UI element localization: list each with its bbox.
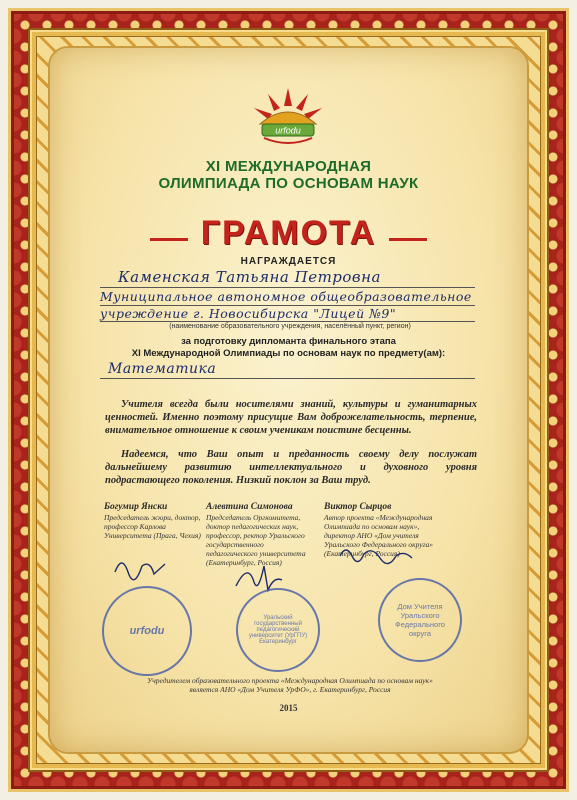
signatory-2-name: Алевтина Симонова (206, 502, 293, 512)
name-underline (100, 287, 475, 288)
institution-caption: (наименование образовательного учреждения, населённый пункт, регион) (169, 323, 411, 330)
subject-value: Математика (108, 361, 217, 377)
recipient-name: Каменская Татьяна Петровна (118, 268, 381, 286)
institution-line2: учреждение г. Новосибирска "Лицей №9" (100, 306, 397, 321)
signature-3-icon (336, 542, 416, 572)
signatory-3-name: Виктор Сырцов (324, 502, 392, 512)
institution-line1: Муниципальное автономное общеобразовательное (100, 289, 472, 304)
signatory-1-name: Богумир Янски (104, 502, 168, 512)
olympiad-title (50, 158, 527, 192)
subject-underline (100, 378, 475, 379)
signatory-1-role: Председатель жюри, доктор, профессор Карлова Университета (Прага, Чехия) (104, 513, 201, 540)
reason-line1: за подготовку дипломанта финального этапа (181, 336, 396, 347)
awarded-label: НАГРАЖДАЕТСЯ (240, 256, 337, 267)
body-paragraph-2: Надеемся, что Ваш опыт и преданность своему делу послужат дальнейшему развитию интеллектуального и духовного уровня подрастающего поколения. Низкий поклон за Ваш труд. (105, 449, 477, 486)
document-title: ГРАМОТА (200, 214, 377, 252)
stamp-teachers-house-text: Дом Учителя Уральского Федерального округа (395, 602, 445, 638)
stamp-teachers-house (378, 578, 462, 662)
signatory-2-role: Председатель Оргкомитета, доктор педагогических наук, профессор, ректор Уральского государственного педагогического университета (Екатеринбург, Россия) (206, 513, 306, 567)
signature-1-icon (110, 552, 170, 582)
body-paragraph-1: Учителя всегда были носителями знаний, культуры и гуманитарных ценностей. Именно поэтому присущие Вам доброжелательность, терпение, внимательное отношение к своим ученикам поистине бесценны. (105, 399, 477, 436)
stamp-olympiad-text: urfodu (129, 625, 165, 637)
urfodu-logo-icon (242, 80, 334, 150)
stamp-olympiad (102, 586, 192, 676)
institution-underline2 (100, 321, 475, 322)
olympiad-title-line1: XI МЕЖДУНАРОДНАЯ (205, 158, 372, 175)
logo-text: urfodu (275, 125, 301, 136)
stamp-university-text: Уральский государственный педагогический университет (УрГПУ) Екатеринбург (248, 615, 308, 645)
signatory-3-role: Автор проекта «Международная Олимпиада по основам наук», директор АНО «Дом учителя Уральского Федерального округа» (Екатеринбург, Россия) (324, 513, 434, 558)
reason-line2: XI Международной Олимпиады по основам наук по предмету(ам): (131, 348, 446, 359)
olympiad-title-line2: ОЛИМПИАДА ПО ОСНОВАМ НАУК (158, 175, 419, 192)
stamp-university (236, 588, 320, 672)
issue-year: 2015 (279, 703, 298, 713)
footer-note: Учредителем образовательного проекта «Международная Олимпиада по основам наук» является АНО «Дом Учителя УрФО», г. Екатеринбург, Россия (147, 676, 433, 694)
